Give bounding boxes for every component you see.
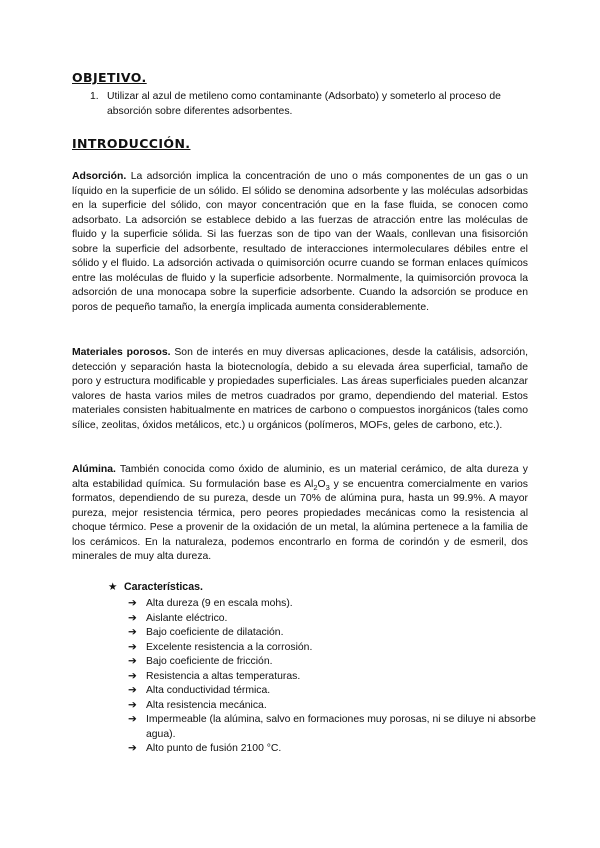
caracteristicas-heading-row [108, 581, 203, 593]
arrow-icon: ➔ [128, 656, 137, 667]
list-item-text: Impermeable (la alúmina, salvo en formaciones muy porosas, ni se diluye ni absorbe agua). [146, 714, 536, 740]
caracteristicas-heading: Características. [124, 581, 203, 593]
alumina-text-after: y se encuentra comercialmente en varios formatos, dependiendo de su pureza, desde un 70% de alúmina pura, hasta un 99.9%. A mayor pureza, mejor resistencia térmica, pero peores propiedades mecánicas como la resistencia al choque térmico. Pese a provenir de la oxidación de un metal, la alúmina pertenece a la familia de los cerámicos. En la naturaleza, podemos encontrarlo en forma de corindón y de esmeril, dos minerales de muy alta dureza. [72, 478, 528, 562]
adsorcion-paragraph [72, 170, 528, 315]
list-item-text: Bajo coeficiente de fricción. [146, 656, 273, 667]
alumina-formula-sub-2: 2 [313, 482, 318, 492]
list-item-text: Alto punto de fusión 2100 °C. [146, 743, 282, 754]
alumina-formula-sub-3: 3 [325, 482, 330, 492]
adsorcion-text: La adsorción implica la concentración de uno o más componentes de un gas o un líquido en la superficie de un sólido. El sólido se denomina adsorbente y las moléculas adsorbidas en la superficie del sólido, con mayor concentración que en la fase fluida, se conocen como adsorbato. La adsorción se establece debido a las fuerzas de atracción entre las moléculas de fluido y la superficie sólida. Si las fuerzas son de tipo van der Waals, conllevan una fisisorción sobre la superficie del adsorbente, resultado de interacciones intermoleculares débiles entre el sólido y el fluido. La adsorción activada o quimisorción ocurre cuando se forman enlaces químicos entre las moléculas de fluido y la superficie adsorbente. Normalmente, la quimisorción provoca la adsorción de una monocapa sobre la superficie adsorbente. Cuando la adsorción se produce en poros de pequeño tamaño, la energía implicada aumenta considerablemente. [72, 171, 528, 313]
list-item [126, 699, 536, 714]
materiales-text: Son de interés en muy diversas aplicaciones, desde la catálisis, adsorción, detección y separación hasta la biotecnología, debido a su elevada área superficial, tamaño de poro y estructura modificable y propiedades superficiales. Las áreas superficiales pueden alcanzar valores de hasta varios miles de metros cuadrados por gramo, dependiendo del material. Estos materiales consisten habitualmente en matrices de carbono o compuestos inorgánicos (tales como sílice, zeolitas, óxidos metálicos, etc.) u orgánicos (polímeros, MOFs, geles de carbono, etc.). [72, 347, 528, 431]
arrow-icon: ➔ [128, 670, 137, 682]
list-item-text: Aislante eléctrico. [146, 612, 228, 624]
arrow-icon: ➔ [128, 598, 137, 609]
materiales-paragraph [72, 346, 528, 433]
alumina-text-before: También conocida como óxido de aluminio, es un material cerámico, de alta dureza y alta estabilidad química. Su formulación base es Al [72, 464, 528, 490]
materiales-term: Materiales porosos. [72, 347, 171, 358]
arrow-icon: ➔ [128, 641, 137, 653]
list-item-text: Alta dureza (9 en escala mohs). [146, 598, 293, 609]
list-item [126, 742, 536, 757]
list-item-text: Alta resistencia mecánica. [146, 699, 267, 711]
list-item [126, 641, 536, 656]
list-item [126, 684, 536, 699]
list-item [126, 655, 536, 670]
list-item [126, 713, 536, 742]
list-item [126, 626, 536, 641]
arrow-icon: ➔ [128, 699, 137, 711]
list-item [126, 670, 536, 685]
objetivo-item-number: 1. [90, 91, 99, 102]
list-item-text: Resistencia a altas temperaturas. [146, 670, 301, 682]
star-icon: ★ [108, 581, 118, 593]
objetivo-item [90, 90, 540, 119]
adsorcion-term: Adsorción. [72, 171, 127, 182]
objetivo-list [90, 90, 540, 119]
objetivo-item-text: Utilizar al azul de metileno como contaminante (Adsorbato) y someterlo al proceso de absorción sobre diferentes adsorbentes. [107, 91, 501, 117]
arrow-icon: ➔ [128, 685, 137, 696]
list-item [126, 612, 536, 627]
arrow-icon: ➔ [128, 612, 137, 624]
alumina-term: Alúmina. [72, 464, 116, 475]
list-item [126, 597, 536, 612]
arrow-icon: ➔ [128, 743, 137, 754]
list-item-text: Bajo coeficiente de dilatación. [146, 627, 284, 638]
caracteristicas-list [126, 597, 536, 757]
alumina-formula-o: O [317, 478, 326, 490]
objetivo-heading: OBJETIVO. [72, 70, 147, 85]
introduccion-heading: INTRODUCCIÓN. [72, 136, 191, 151]
arrow-icon: ➔ [128, 714, 137, 725]
list-item-text: Excelente resistencia a la corrosión. [146, 641, 313, 653]
list-item-text: Alta conductividad térmica. [146, 685, 271, 696]
alumina-paragraph [72, 463, 528, 565]
arrow-icon: ➔ [128, 627, 137, 638]
